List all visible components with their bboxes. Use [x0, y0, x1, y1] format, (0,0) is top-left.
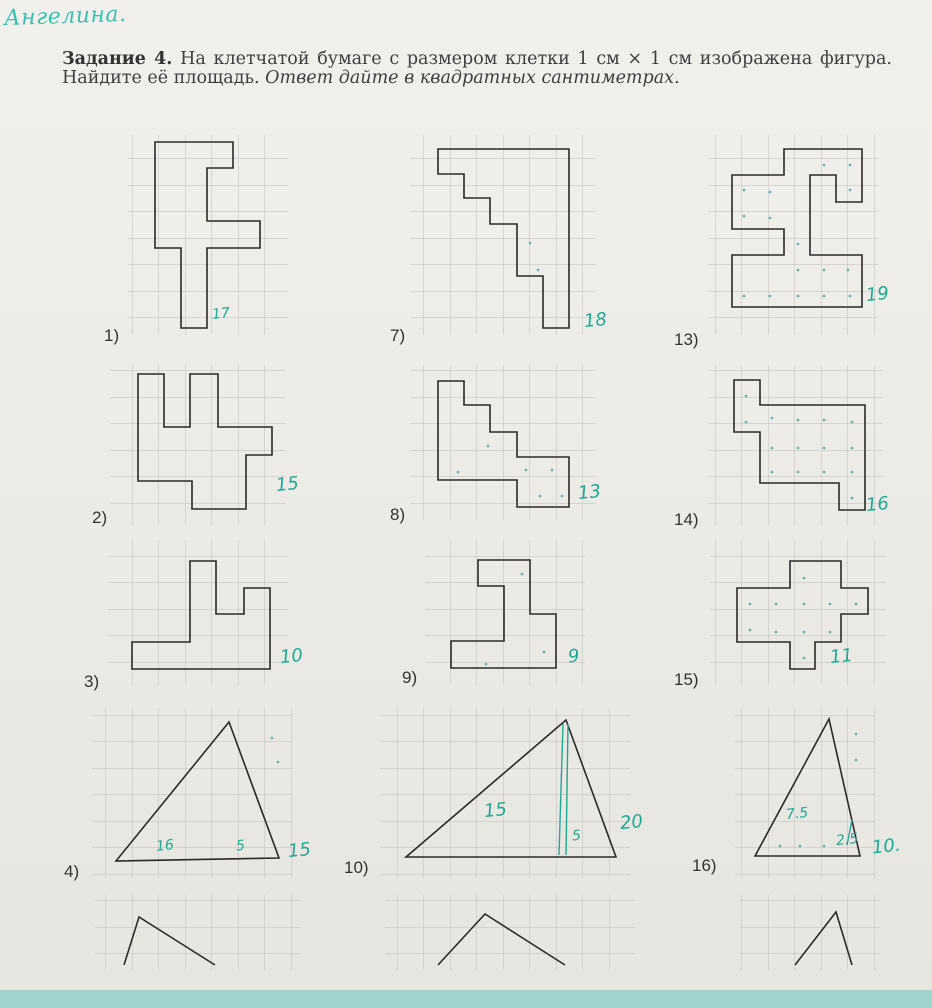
task-hint: Ответ дайте в квадратных сантиметрах.	[265, 68, 680, 88]
grid-9	[425, 540, 585, 685]
task-text: На клетчатой бумаге с размером клетки 1 см × 1 см изображена фигура. Найдите её площадь.	[62, 49, 892, 88]
note-p4-height: 5	[235, 837, 246, 855]
grid-17	[740, 895, 880, 970]
problem-label-15: 15)	[674, 670, 699, 689]
grid-11	[385, 895, 635, 970]
grid-13	[708, 135, 878, 335]
problem-label-4: 4)	[64, 862, 80, 881]
answer-8: 13	[576, 480, 602, 505]
answer-2: 15	[274, 472, 300, 497]
problem-label-9: 9)	[402, 668, 418, 687]
note-p16-b: 2.5	[835, 830, 860, 850]
answer-3: 10	[278, 644, 304, 669]
answer-4: 15	[286, 838, 312, 863]
problem-label-1: 1)	[104, 326, 120, 345]
answer-14: 16	[864, 492, 890, 517]
grid-1	[128, 135, 288, 335]
note-p10-right: 5	[571, 827, 582, 845]
problem-label-16: 16)	[692, 856, 717, 875]
answer-15: 11	[828, 644, 854, 669]
problem-label-13: 13)	[674, 330, 699, 349]
problem-label-14: 14)	[674, 510, 699, 529]
note-p16-a: 7.5	[785, 804, 810, 824]
problem-label-2: 2)	[92, 508, 108, 527]
answer-9: 9	[566, 645, 581, 668]
answer-16: 10.	[870, 834, 902, 859]
note-p4-base: 16	[155, 837, 175, 855]
task-title: Задание 4.	[62, 49, 173, 69]
student-signature: Ангелина.	[3, 1, 127, 32]
answer-10: 20	[618, 810, 644, 835]
problem-label-3: 3)	[84, 672, 100, 691]
grid-2	[110, 365, 285, 525]
problem-label-8: 8)	[390, 505, 406, 524]
answer-7: 18	[582, 308, 608, 333]
problem-label-10: 10)	[344, 858, 369, 877]
answer-1: 17	[211, 305, 231, 323]
note-p10-left: 15	[482, 798, 508, 823]
answer-13: 19	[864, 282, 890, 307]
problem-label-7: 7)	[390, 326, 406, 345]
